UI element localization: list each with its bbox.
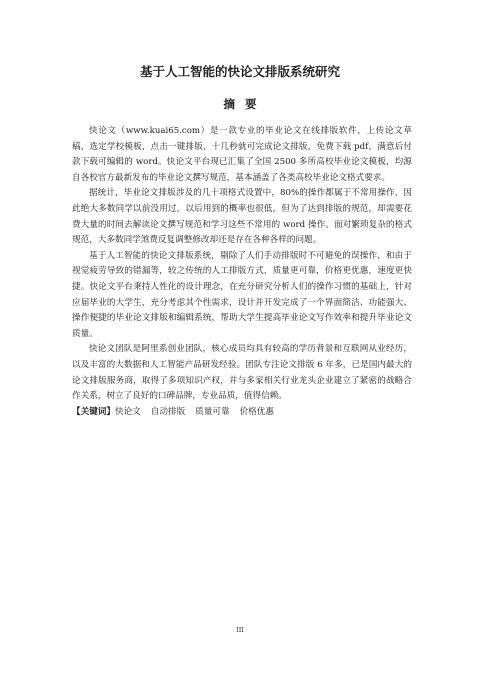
abstract-paragraph: 据统计，毕业论文排版涉及的几十项格式设置中，80%的操作都属于不常用操作，因此绝大多数同学以前没用过，以后用到的概率也很低，但为了达到排版的规范，却需要花费大量的时间去解读论文撰写规范和学习这些不常用的 word 操作。面对繁琐复杂的格式规范，大多数同学煞费反复调整修改却还是存在各种各样的问题。 — [72, 188, 412, 246]
keyword: 价格优惠 — [239, 406, 274, 417]
abstract-paragraph: 快论文（www.kuai65.com）是一款专业的毕业论文在线排版软件，上传论文草稿，选定学校模板，点击一键排版，十几秒就可完成论文排版，免费下载 pdf，满意后付款下载可编辑的 word。快论文平台现已汇集了全国 2500 多所高校毕业论文模板，均源自各校官方最新发布的毕业论文撰写规范，基本涵盖了各类高校毕业论文格式要求。 — [72, 126, 412, 183]
keyword: 质量可靠 — [195, 406, 230, 417]
keyword: 快论文 — [114, 406, 141, 417]
keyword: 自动排版 — [150, 406, 186, 417]
abstract-heading: 摘要 — [223, 97, 267, 111]
keywords-label: 【关键词】 — [72, 406, 115, 417]
keywords-line — [72, 405, 412, 421]
abstract-body — [72, 124, 412, 420]
abstract-paragraph: 快论文团队是阿里系创业团队，核心成员均具有较高的学历背景和互联网从业经历，以及丰富的大数据和人工智能产品研发经验。团队专注论文排版 6 年多，已是国内最大的论文排版服务商，取得了多项知识产权，并与多家相关行业龙头企业建立了紧密的战略合作关系，树立了良好的口碑品牌，专业品质，值得信赖。 — [72, 344, 412, 402]
page-number: III — [236, 626, 244, 634]
abstract-paragraph: 基于人工智能的快论文排版系统，剔除了人们手动排版时不可避免的误操作，和由于视觉疲劳导致的错漏等，较之传统的人工排版方式，质量更可靠，价格更优惠，速度更快捷。快论文平台秉持人性化的设计理念，在充分研究分析人们的操作习惯的基础上，针对应届毕业的大学生，充分考虑其个性需求，设计并开发完成了一个界面简洁、功能强大、操作便捷的毕业论文排版和编辑系统，帮助大学生提高毕业论文写作效率和提升毕业论文质量。 — [72, 250, 412, 339]
paper-title: 基于人工智能的快论文排版系统研究 — [139, 64, 340, 79]
